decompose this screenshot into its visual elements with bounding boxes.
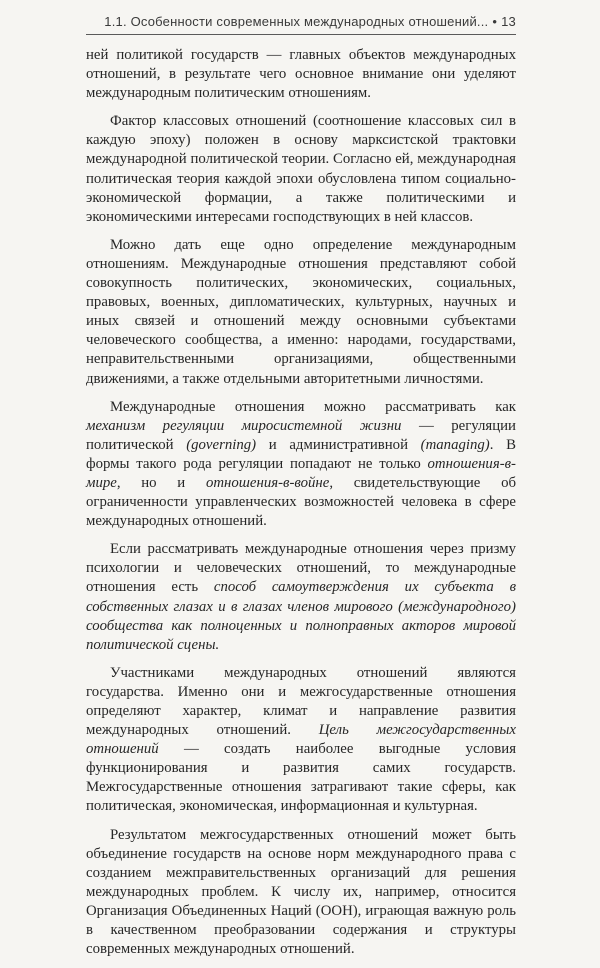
p7-text: Результатом межгосударственных отношений может быть объединение государств на основе норм международного права с созданием межправительственных организаций для решения международных проблем. К числу их, например, относится Организация Объединенных Наций (ООН), играющая важную роль в качественном преобразовании содержания и структуры современных международных отношений.: [86, 826, 516, 958]
p6-text-1: Участниками международных отношений являются государства. Именно они и межгосударственные отношения определяют характер, климат и направление развития международных отношений.: [86, 664, 516, 739]
running-header: [86, 14, 516, 29]
p4-italic-1: механизм регуляции миросистемной жизни: [86, 417, 402, 434]
p6-italic-1: Цель межгосударственных отношений: [86, 722, 516, 758]
p4-text-1: Международные отношения можно рассматривать как: [110, 398, 516, 415]
p4-text-4: . В формы такого рода регуляции попадают не только: [86, 436, 516, 472]
p4-italic-3: (managing): [420, 436, 490, 453]
paragraph-5: [86, 540, 516, 655]
p5-text-1: Если рассматривать международные отношения через призму психологии и человеческих отношений, то международные отношения есть: [86, 541, 516, 596]
p4-text-6: , свидетельствующие об ограниченности управленческих возможностей человека в сфере международных отношений.: [86, 474, 516, 530]
header-rule: [86, 34, 516, 35]
p4-italic-5: отношения-в-войне: [205, 474, 330, 491]
p4-text-5: , но и: [116, 474, 206, 491]
p5-italic-1: способ самоутверждения их субъекта в собственных глазах и в глазах членов мирового (международного) сообщества как полноценных и полноправных акторов мировой политической сцены.: [86, 579, 516, 653]
p6-text-2: — создать наиболее выгодные условия функционирования и развития самих государств. Межгосударственные отношения затрагивают такие сферы, как политическая, экономическая, информационная и культурная.: [86, 741, 516, 815]
p4-text-3: и административной: [256, 436, 421, 453]
paragraph-3: [86, 236, 516, 389]
running-title: 1.1. Особенности современных международных отношений...: [104, 14, 489, 29]
body-text: [86, 46, 516, 968]
p2-text: Фактор классовых отношений (соотношение классовых сил в каждую эпоху) положен в основу марксистской трактовки международной политической теории. Согласно ей, международная политическая теория каждой эпохи обусловлена типом социально-экономической формации, а также политическими и экономическими интересами господствующих в ней классов.: [86, 113, 516, 225]
p4-italic-4: отношения-в-мире: [86, 455, 516, 491]
paragraph-7: [86, 826, 516, 960]
p1-text: ней политикой государств — главных объектов международных отношений, в результате чего основное внимание они уделяют международным политическим отношениям.: [86, 47, 516, 102]
paragraph-6: [86, 664, 516, 817]
p4-text-2: — регуляции политической: [86, 417, 516, 453]
p3-text: Можно дать еще одно определение международным отношениям. Международные отношения представляют собой совокупность политических, экономических, социальных, правовых, военных, дипломатических, культурных, научных и иных связей и отношений между основными субъектами человеческого сообщества, а именно: народами, государствами, неправительственными организациями, общественными движениями, а также отдельными авторитетными личностями.: [86, 236, 516, 387]
paragraph-4: [86, 398, 516, 532]
header-bullet: •: [492, 14, 498, 29]
paragraph-1: [86, 46, 516, 103]
paragraph-2: [86, 112, 516, 227]
page-number: 13: [501, 14, 516, 29]
p4-italic-2: (governing): [186, 436, 257, 453]
